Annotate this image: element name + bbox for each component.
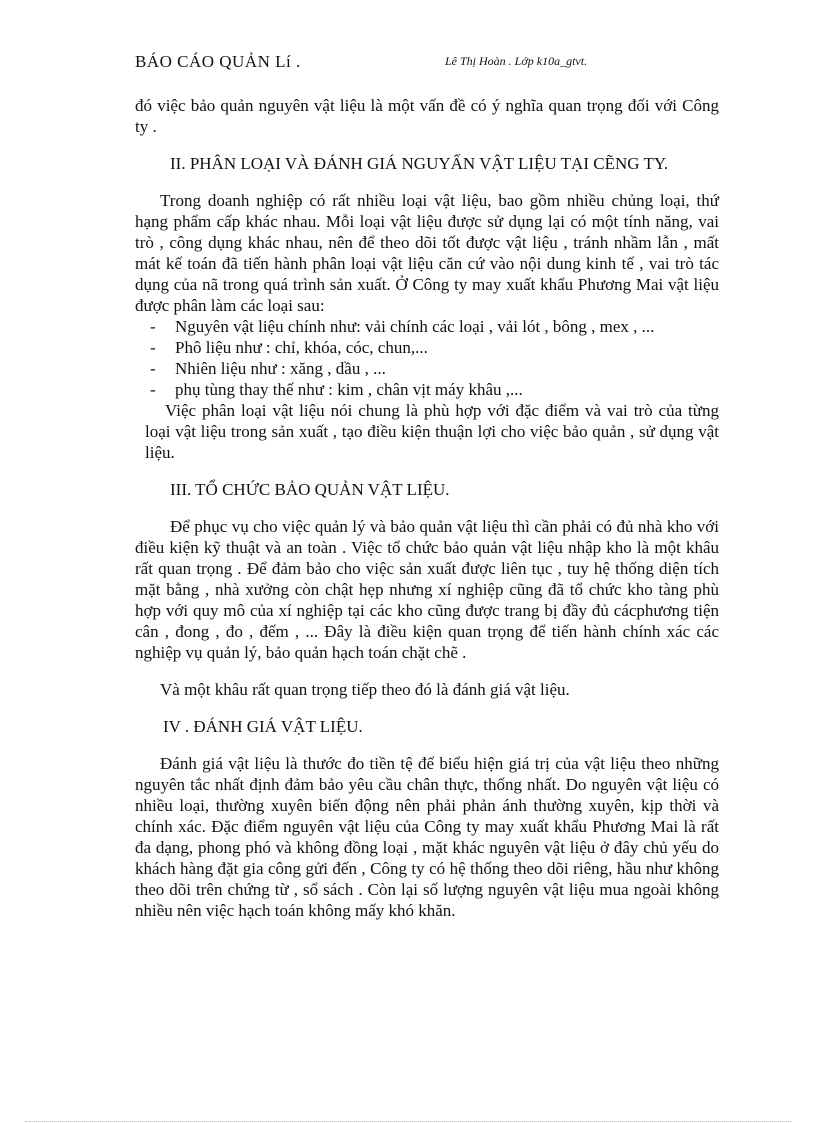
transition-paragraph: Và một khâu rất quan trọng tiếp theo đó là đánh giá vật liệu. — [160, 680, 570, 699]
material-list — [135, 316, 719, 400]
section-heading-iv: IV . ĐÁNH GIÁ VẬT LIỆU. — [163, 717, 363, 736]
dash-marker: - — [150, 380, 156, 399]
section-heading-iii: III. TỔ CHỨC BẢO QUẢN VẬT LIỆU. — [170, 480, 450, 499]
valuation-paragraph: Đánh giá vật liệu là thước đo tiền tệ để biểu hiện giá trị của vật liệu theo những nguyên tắc nhất định đảm bảo yêu cầu chân thực, thống nhất. Do nguyên vật liệu có nhiều loại, thường xuyên biến động nên phải phản ánh thường xuyên, kịp thời và chính xác. Đặc điểm nguyên vật liệu của Công ty may xuất khẩu Phương Mai là rất đa dạng, phong phó và không đồng loại , mặt khác nguyên vật liệu ở đây chủ yếu do khách hàng đặt gia công gửi đến , Công ty có hệ thống theo dõi riêng, hầu như không theo dõi trên chứng từ , sổ sách . Còn lại số lượng nguyên vật liệu mua ngoài không nhiều nên việc hạch toán không mấy khó khăn. — [135, 754, 719, 920]
author-line: Lê Thị Hoàn . Lớp k10a_gtvt. — [445, 54, 588, 68]
classification-paragraph: Trong doanh nghiệp có rất nhiều loại vật liệu, bao gồm nhiều chủng loại, thứ hạng phẩm cấp khác nhau. Mỗi loại vật liệu được sử dụng lại có một tính năng, vai trò , công dụng khác nhau, nên để theo dõi tốt được vật liệu , tránh nhầm lẫn , mất mát kế toán đã tiến hành phân loại vật liệu căn cứ vào nội dung kinh tế , vai trò tác dụng của nã trong quá trình sản xuất. Ở Công ty may xuất khẩu Phương Mai vật liệu được phân làm các loại sau: — [135, 191, 719, 315]
dash-marker: - — [150, 317, 156, 336]
list-item: - phụ tùng thay thế như : kim , chân vịt máy khâu ,... — [150, 380, 523, 399]
page-header — [135, 52, 720, 76]
list-item: - Nhiên liệu như : xăng , dầu , ... — [150, 359, 386, 378]
dash-marker: - — [150, 359, 156, 378]
section-heading-ii: II. PHÂN LOẠI VÀ ĐÁNH GIÁ NGUYẤN VẬT LIỆU TẠI CẼNG TY. — [170, 154, 669, 173]
dash-marker: - — [150, 338, 156, 357]
document-body — [135, 95, 719, 921]
list-item: - Nguyên vật liệu chính như: vải chính các loại , vải lót , bông , mex , ... — [150, 317, 655, 336]
list-item: - Phô liệu như : chỉ, khóa, cóc, chun,... — [150, 338, 428, 357]
page-bottom-rule — [25, 1121, 791, 1122]
intro-paragraph: đó việc bảo quản nguyên vật liệu là một vấn đề có ý nghĩa quan trọng đối với Công ty . — [135, 96, 719, 136]
after-list-paragraph: Việc phân loại vật liệu nói chung là phù hợp với đặc điểm và vai trò của từng loại vật liệu trong sản xuất , tạo điều kiện thuận lợi cho việc bảo quản , sử dụng vật liệu. — [145, 401, 719, 462]
report-title: BÁO CÁO QUẢN Lí . — [135, 52, 301, 71]
storage-paragraph: Để phục vụ cho việc quản lý và bảo quản vật liệu thì cần phải có đủ nhà kho với điều kiện kỹ thuật và an toàn . Việc tổ chức bảo quản vật liệu nhập kho là một khâu rất quan trọng . Để đảm bảo cho việc sản xuất được liên tục , tuy hệ thống diện tích mặt bằng , nhà xưởng còn chật hẹp nhưng xí nghiệp cũng đã tổ chức kho tàng phù hợp với quy mô của xí nghiệp tại các kho cũng được trang bị đầy đủ cácphương tiện cân , đong , đo , đếm , ... Đây là điều kiện quan trọng để tiến hành chính xác các nghiệp vụ quản lý, bảo quản hạch toán chặt chẽ . — [135, 517, 719, 662]
